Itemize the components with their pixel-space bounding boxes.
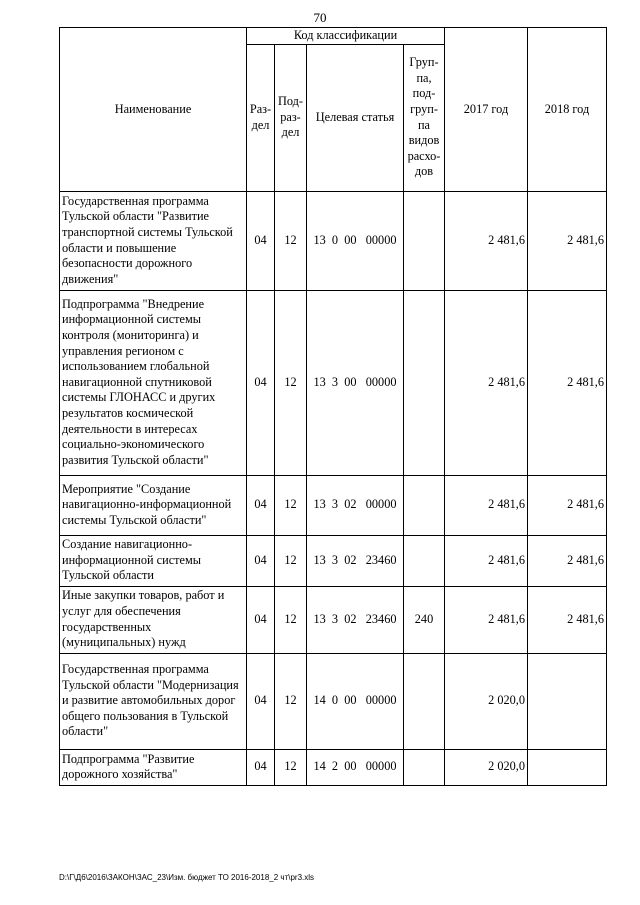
row-subsection: 12 — [275, 475, 307, 535]
row-section: 04 — [247, 191, 275, 290]
table-row — [60, 290, 607, 475]
row-expense-group: 240 — [404, 586, 445, 653]
row-subsection: 12 — [275, 535, 307, 586]
row-name: Государственная программа Тульской области "Развитие транспортной системы Тульской области и повышение безопасности дорожного движения" — [60, 191, 247, 290]
row-section: 04 — [247, 290, 275, 475]
row-2018 — [528, 749, 607, 785]
row-name: Иные закупки товаров, работ и услуг для обеспечения государственных (муниципальных) нужд — [60, 586, 247, 653]
row-2018 — [528, 653, 607, 749]
header-expense-group: Груп- па, под- груп- па видов расхо- дов — [404, 44, 445, 191]
header-name: Наименование — [60, 28, 247, 192]
row-2018: 2 481,6 — [528, 290, 607, 475]
row-target: 13 0 00 00000 — [307, 191, 404, 290]
header-subsection: Под- раз- дел — [275, 44, 307, 191]
row-2018: 2 481,6 — [528, 475, 607, 535]
row-name: Государственная программа Тульской области "Модернизация и развитие автомобильных дорог общего пользования в Тульской области" — [60, 653, 247, 749]
table-row — [60, 586, 607, 653]
budget-table — [59, 27, 607, 786]
row-target: 14 0 00 00000 — [307, 653, 404, 749]
table-row — [60, 535, 607, 586]
table-row — [60, 475, 607, 535]
header-year-2017: 2017 год — [445, 28, 528, 192]
header-section: Раз- дел — [247, 44, 275, 191]
table-row — [60, 749, 607, 785]
page-number: 70 — [313, 10, 327, 25]
row-2017: 2 481,6 — [445, 586, 528, 653]
row-name: Подпрограмма "Внедрение информационной системы контроля (мониторинга) и управления регионом с использованием глобальной навигационной спутниковой системы ГЛОНАСС и других результатов космической деятельности в интересах социально-экономического развития Тульской области" — [60, 290, 247, 475]
row-2017: 2 481,6 — [445, 475, 528, 535]
row-expense-group — [404, 535, 445, 586]
row-expense-group — [404, 653, 445, 749]
row-subsection: 12 — [275, 586, 307, 653]
row-target: 13 3 00 00000 — [307, 290, 404, 475]
row-expense-group — [404, 475, 445, 535]
row-target: 13 3 02 23460 — [307, 586, 404, 653]
row-2018: 2 481,6 — [528, 586, 607, 653]
row-expense-group — [404, 191, 445, 290]
row-2017: 2 481,6 — [445, 290, 528, 475]
row-section: 04 — [247, 653, 275, 749]
row-target: 13 3 02 23460 — [307, 535, 404, 586]
row-section: 04 — [247, 749, 275, 785]
row-section: 04 — [247, 475, 275, 535]
row-name: Мероприятие "Создание навигационно-информационной системы Тульской области" — [60, 475, 247, 535]
row-subsection: 12 — [275, 749, 307, 785]
row-section: 04 — [247, 535, 275, 586]
header-row-top — [60, 28, 607, 45]
row-target: 13 3 02 00000 — [307, 475, 404, 535]
row-name: Создание навигационно-информационной системы Тульской области — [60, 535, 247, 586]
header-year-2018: 2018 год — [528, 28, 607, 192]
row-2017: 2 481,6 — [445, 535, 528, 586]
table-row — [60, 191, 607, 290]
row-section: 04 — [247, 586, 275, 653]
row-subsection: 12 — [275, 191, 307, 290]
file-path-footer: D:\Г\Д6\2016\ЗАКОН\ЗАС_23\Изм. бюджет ТО 2016-2018_2 чт\pr3.xls — [59, 873, 315, 882]
header-target: Целевая статья — [307, 44, 404, 191]
table-row — [60, 653, 607, 749]
row-2018: 2 481,6 — [528, 535, 607, 586]
row-subsection: 12 — [275, 290, 307, 475]
row-2017: 2 020,0 — [445, 653, 528, 749]
row-expense-group — [404, 749, 445, 785]
row-2017: 2 020,0 — [445, 749, 528, 785]
row-target: 14 2 00 00000 — [307, 749, 404, 785]
row-2018: 2 481,6 — [528, 191, 607, 290]
row-name: Подпрограмма "Развитие дорожного хозяйства" — [60, 749, 247, 785]
row-subsection: 12 — [275, 653, 307, 749]
row-expense-group — [404, 290, 445, 475]
row-2017: 2 481,6 — [445, 191, 528, 290]
header-code-group: Код классификации — [247, 28, 445, 45]
